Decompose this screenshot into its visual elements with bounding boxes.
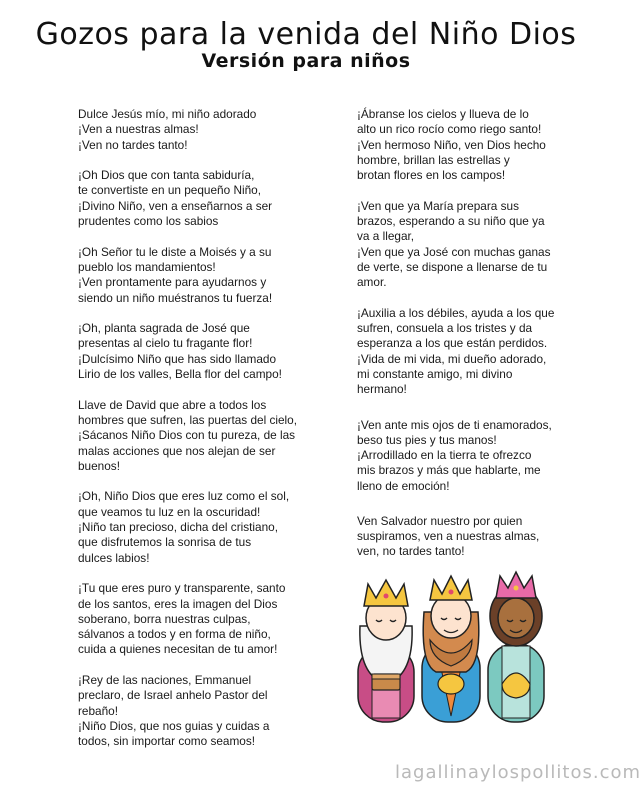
verse-line: cuida a quienes necesitan de tu amor! xyxy=(78,642,278,657)
verse-line: va a llegar, xyxy=(357,229,415,244)
stanza xyxy=(357,107,546,183)
verse-line: alto un rico rocío como riego santo! xyxy=(357,122,542,137)
stanza xyxy=(78,489,293,565)
verse-line: sálvanos a todos y en forma de niño, xyxy=(78,627,271,642)
stanza xyxy=(78,673,293,749)
verse-line: ¡Rey de las naciones, Emmanuel xyxy=(78,672,252,687)
verse-line: amor. xyxy=(357,275,387,290)
verse-line: ¡Oh, Niño Dios que eres luz como el sol, xyxy=(78,489,290,504)
page-subtitle: Versión para niños xyxy=(201,50,411,72)
stanza xyxy=(78,581,293,657)
verse-line: beso tus pies y tus manos! xyxy=(357,432,497,447)
verse-line: preclaro, de Israel anhelo Pastor del xyxy=(78,688,268,703)
verse-line: ¡Vida de mi vida, mi dueño adorado, xyxy=(357,351,547,366)
verse-line: ¡Ven prontamente para ayudarnos y xyxy=(78,275,267,290)
three-kings-illustration xyxy=(350,566,550,726)
stanza xyxy=(78,321,293,382)
verse-line: esperanza a los que están perdidos. xyxy=(357,336,548,351)
verse-line: ¡Tu que eres puro y transparente, santo xyxy=(78,581,286,596)
verse-line: prudentes como los sabios xyxy=(78,214,219,229)
stanza xyxy=(357,417,552,494)
stanza xyxy=(78,107,293,153)
verse-line: todos, sin importar como seamos! xyxy=(78,734,256,749)
verse-line: de los santos, eres la imagen del Dios xyxy=(78,596,278,611)
verse-line: que veamos tu luz en la oscuridad! xyxy=(78,504,261,519)
verse-line: que disfrutemos la sonrisa de tus xyxy=(78,535,252,550)
verse-line: hombre, brillan las estrellas y xyxy=(357,152,510,167)
verse-line: suspiramos, ven a nuestras almas, xyxy=(357,529,540,544)
verse-line: ¡Niño tan precioso, dicha del cristiano, xyxy=(78,520,278,535)
verse-line: Llave de David que abre a todos los xyxy=(78,397,267,412)
verse-line: hombres que sufren, las puertas del cielo, xyxy=(78,412,298,427)
verse-line: de verte, se dispone a llenarse de tu xyxy=(357,259,548,274)
verse-line: lleno de emoción! xyxy=(357,478,450,493)
verse-line: brazos, esperando a su niño que ya xyxy=(357,214,545,229)
verse-line: ¡Divino Niño, ven a enseñarnos a ser xyxy=(78,198,273,213)
verse-line: ¡Oh Dios que con tanta sabiduría, xyxy=(78,168,255,183)
verse-line: sufren, consuela a los tristes y da xyxy=(357,321,533,336)
verse-line: Lirio de los valles, Bella flor del campo! xyxy=(78,367,282,382)
verse-line: ¡Ven hermoso Niño, ven Dios hecho xyxy=(357,137,546,152)
stanza xyxy=(78,168,293,229)
verse-line: ¡Ven que ya José con muchas ganas xyxy=(357,244,551,259)
stanza xyxy=(357,305,555,398)
verse-line: ¡Arrodillado en la tierra te ofrezco xyxy=(357,448,532,463)
verse-line: brotan flores en los campos! xyxy=(357,168,506,183)
verse-line: ¡Ven ante mis ojos de ti enamorados, xyxy=(357,417,552,432)
verse-line: ¡Oh, planta sagrada de José que xyxy=(78,321,250,336)
verse-line: Ven Salvador nuestro por quien xyxy=(357,513,523,528)
verse-line: ¡Sácanos Niño Dios con tu pureza, de las xyxy=(78,428,296,443)
verse-line: dulces labios! xyxy=(78,550,150,565)
verse-line: Dulce Jesús mío, mi niño adorado xyxy=(78,107,257,121)
verse-line: mis brazos y más que hablarte, me xyxy=(357,463,541,478)
verse-line: ¡Oh Señor tu le diste a Moisés y a su xyxy=(78,244,272,259)
verse-line: mi constante amigo, mi divino xyxy=(357,367,513,382)
verse-line: ¡Ábranse los cielos y llueva de lo xyxy=(357,107,529,121)
verse-line: te convertiste en un pequeño Niño, xyxy=(78,183,261,198)
stanza xyxy=(78,397,298,474)
verse-line: ¡Niño Dios, que nos guias y cuidas a xyxy=(78,718,270,733)
page-title: Gozos para la venida del Niño Dios xyxy=(35,17,577,52)
verse-line: pueblo los mandamientos! xyxy=(78,259,216,274)
verse-line: ¡Ven que ya María prepara sus xyxy=(357,198,519,213)
verse-line: soberano, borra nuestras culpas, xyxy=(78,611,251,626)
verse-line: presentas al cielo tu fragante flor! xyxy=(78,336,253,351)
stanza xyxy=(357,514,542,560)
stanza xyxy=(357,198,551,291)
stanza xyxy=(78,245,293,306)
verse-line: ven, no tardes tanto! xyxy=(357,544,465,559)
verse-line: ¡Auxilia a los débiles, ayuda a los que xyxy=(357,305,555,320)
right-column xyxy=(357,107,555,560)
verse-line: siendo un niño muéstranos tu fuerza! xyxy=(78,290,273,305)
king-middle xyxy=(422,576,480,722)
verse-line: ¡Dulcísimo Niño que has sido llamado xyxy=(78,351,277,366)
footer-site: lagallinaylospollitos.com xyxy=(395,762,641,783)
verse-line: ¡Ven a nuestras almas! xyxy=(78,122,199,137)
king-right xyxy=(488,572,544,722)
verse-line: buenos! xyxy=(78,458,120,473)
verse-line: malas acciones que nos alejan de ser xyxy=(78,443,276,458)
king-left xyxy=(358,580,414,722)
verse-line: rebaño! xyxy=(78,703,119,718)
verse-line: ¡Ven no tardes tanto! xyxy=(78,137,188,152)
left-column xyxy=(78,107,298,749)
verse-line: hermano! xyxy=(357,382,407,397)
